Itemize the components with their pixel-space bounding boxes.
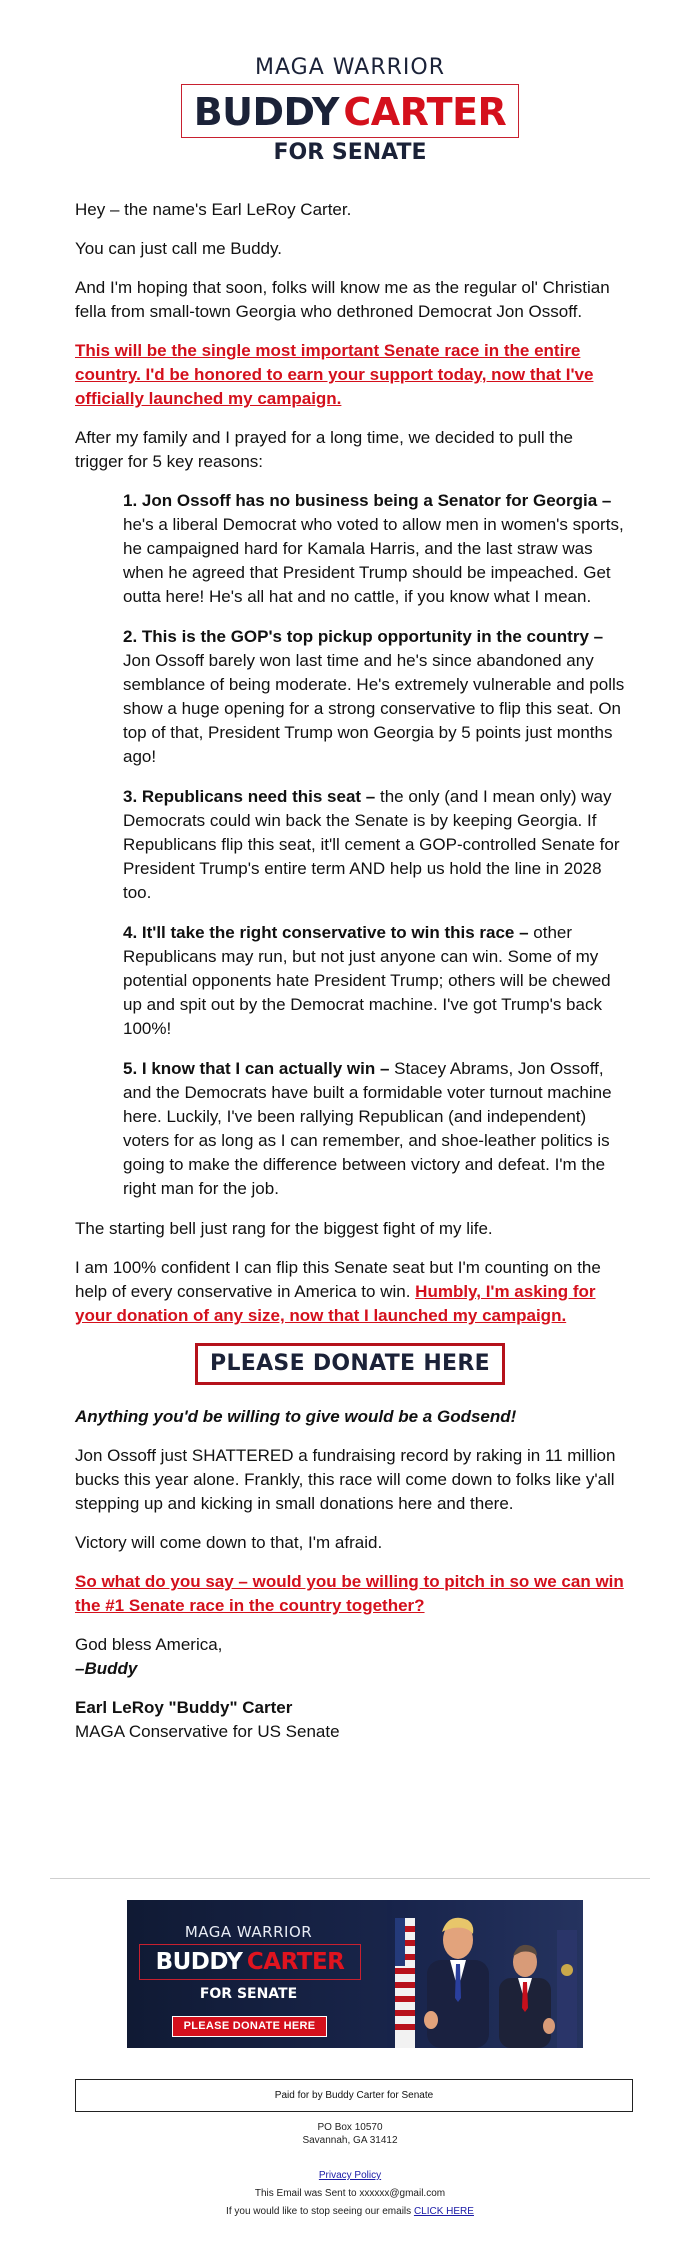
reason-text: Jon Ossoff barely won last time and he's since abandoned any semblance of being moderate. He's extremely vulnerable and polls show a huge opening for a strong conservative to flip this seat. On top of that, President Trump won Georgia by 5 points just months ago! — [123, 651, 625, 766]
signature: –Buddy — [75, 1659, 138, 1678]
confident-text: I am 100% confident I can flip this Senate seat but I'm counting on the help of every conservative in America to win. — [75, 1258, 601, 1301]
reason-text: other Republicans may run, but not just anyone can win. Some of my potential opponents hate President Trump; others will be chewed up and spit out by the Democrat machine. I've got Trump's back 100%! — [123, 923, 611, 1038]
signature-title: MAGA Conservative for US Senate — [75, 1722, 340, 1741]
banner-first-name: BUDDY — [155, 1949, 243, 1975]
paragraph-greeting: Hey – the name's Earl LeRoy Carter. — [75, 200, 352, 219]
logo-bottom-line: FOR SENATE — [273, 140, 427, 165]
signoff: God bless America, — [75, 1635, 223, 1654]
logo-top-line: MAGA WARRIOR — [255, 55, 445, 80]
paragraph-fundraising: Jon Ossoff just SHATTERED a fundraising record by raking in 11 million bucks this year alone. Frankly, this race will come down to folks like y'all stepping up and kicking in small donations here and there. — [75, 1446, 616, 1513]
logo-name-box — [181, 84, 520, 138]
banner-name-box — [139, 1944, 361, 1980]
reason-item — [123, 785, 625, 905]
banner-last-name: CARTER — [246, 1949, 345, 1975]
unsubscribe-link[interactable]: CLICK HERE — [413, 2206, 474, 2217]
reason-text: he's a liberal Democrat who voted to allow men in women's sports, he campaigned hard for Kamala Harris, and the last straw was when he agreed that President Trump should be impeached. Get outta here! He's all hat and no cattle, if you know what I mean. — [123, 515, 624, 606]
address-po-box: PO Box 10570 — [317, 2122, 383, 2133]
paragraph-victory: Victory will come down to that, I'm afraid. — [75, 1533, 383, 1552]
logo-first-name: BUDDY — [193, 90, 339, 134]
signature-name: Earl LeRoy "Buddy" Carter — [75, 1698, 293, 1717]
reason-heading: 2. This is the GOP's top pickup opportunity in the country – — [123, 627, 604, 646]
header-logo — [50, 0, 650, 166]
pitch-in-link[interactable]: So what do you say – would you be willing to pitch in so we can win the #1 Senate race in the country together? — [75, 1572, 624, 1615]
logo-last-name: CARTER — [343, 90, 507, 134]
footer-links — [0, 2169, 700, 2218]
reason-heading: 5. I know that I can actually win – — [123, 1059, 390, 1078]
reason-heading: 1. Jon Ossoff has no business being a Senator for Georgia – — [123, 491, 612, 510]
signature-block — [75, 1696, 625, 1744]
paid-for-disclaimer: Paid for by Buddy Carter for Senate — [75, 2079, 633, 2112]
paragraph-nickname: You can just call me Buddy. — [75, 239, 282, 258]
paragraph-reasons-intro: After my family and I prayed for a long time, we decided to pull the trigger for 5 key reasons: — [75, 428, 573, 471]
unsubscribe-text: If you would like to stop seeing our emails — [226, 2206, 414, 2217]
unsubscribe-line — [0, 2205, 700, 2218]
state-flag-icon — [557, 1930, 577, 2048]
paragraph-starting-bell: The starting bell just rang for the biggest fight of my life. — [75, 1219, 493, 1238]
reason-heading: 3. Republicans need this seat – — [123, 787, 376, 806]
reason-text: the only (and I mean only) way Democrats could win back the Senate is by keeping Georgia. If Republicans flip this seat, it'll cement a GOP-controlled Senate for President Trump's entire term AND help us hold the line in 2028 too. — [123, 787, 620, 902]
letter-body — [50, 198, 650, 1744]
banner-bottom-line: FOR SENATE — [199, 1986, 298, 2002]
reason-item — [123, 921, 625, 1041]
address-city: Savannah, GA 31412 — [302, 2135, 398, 2146]
mailing-address — [0, 2121, 700, 2147]
pitch-in-link-paragraph — [75, 1570, 625, 1618]
donate-button[interactable]: PLEASE DONATE HERE — [195, 1343, 505, 1385]
paragraph-intro: And I'm hoping that soon, folks will know me as the regular ol' Christian fella from small-town Georgia who dethroned Democrat Jon Ossoff. — [75, 278, 610, 321]
support-link-paragraph — [75, 339, 625, 411]
privacy-policy-link[interactable]: Privacy Policy — [318, 2170, 382, 2181]
reason-item — [123, 1057, 625, 1201]
footer-divider — [50, 1878, 650, 1879]
reason-heading: 4. It'll take the right conservative to win this race – — [123, 923, 529, 942]
reason-text: Stacey Abrams, Jon Ossoff, and the Democrats have built a formidable voter turnout machine here. Luckily, I've been rallying Republican (and independent) voters for as long as I can remember, and shoe-leather politics is going to make the difference between victory and defeat. I'm the right man for the job. — [123, 1059, 612, 1198]
reasons-list — [123, 489, 625, 1201]
donation-ask-link[interactable]: Humbly, I'm asking for your donation of any size, now that I launched my campaign. — [75, 1282, 596, 1325]
banner-donate-button[interactable]: PLEASE DONATE HERE — [172, 2016, 327, 2037]
donate-banner[interactable] — [127, 1900, 583, 2048]
reason-item — [123, 489, 625, 609]
banner-top-line: MAGA WARRIOR — [184, 1923, 313, 1941]
paragraph-godsend: Anything you'd be willing to give would be a Godsend! — [75, 1407, 517, 1426]
support-link[interactable]: This will be the single most important Senate race in the entire country. I'd be honored to earn your support today, now that I've officially launched my campaign. — [75, 341, 594, 408]
banner-photo — [387, 1900, 583, 2048]
sent-to-notice: This Email was Sent to xxxxxx@gmail.com — [254, 2188, 446, 2199]
signoff-block — [75, 1633, 625, 1681]
reason-item — [123, 625, 625, 769]
paragraph-confident — [75, 1256, 625, 1328]
flag-icon — [395, 1918, 415, 2048]
donate-button-wrap — [75, 1343, 625, 1385]
